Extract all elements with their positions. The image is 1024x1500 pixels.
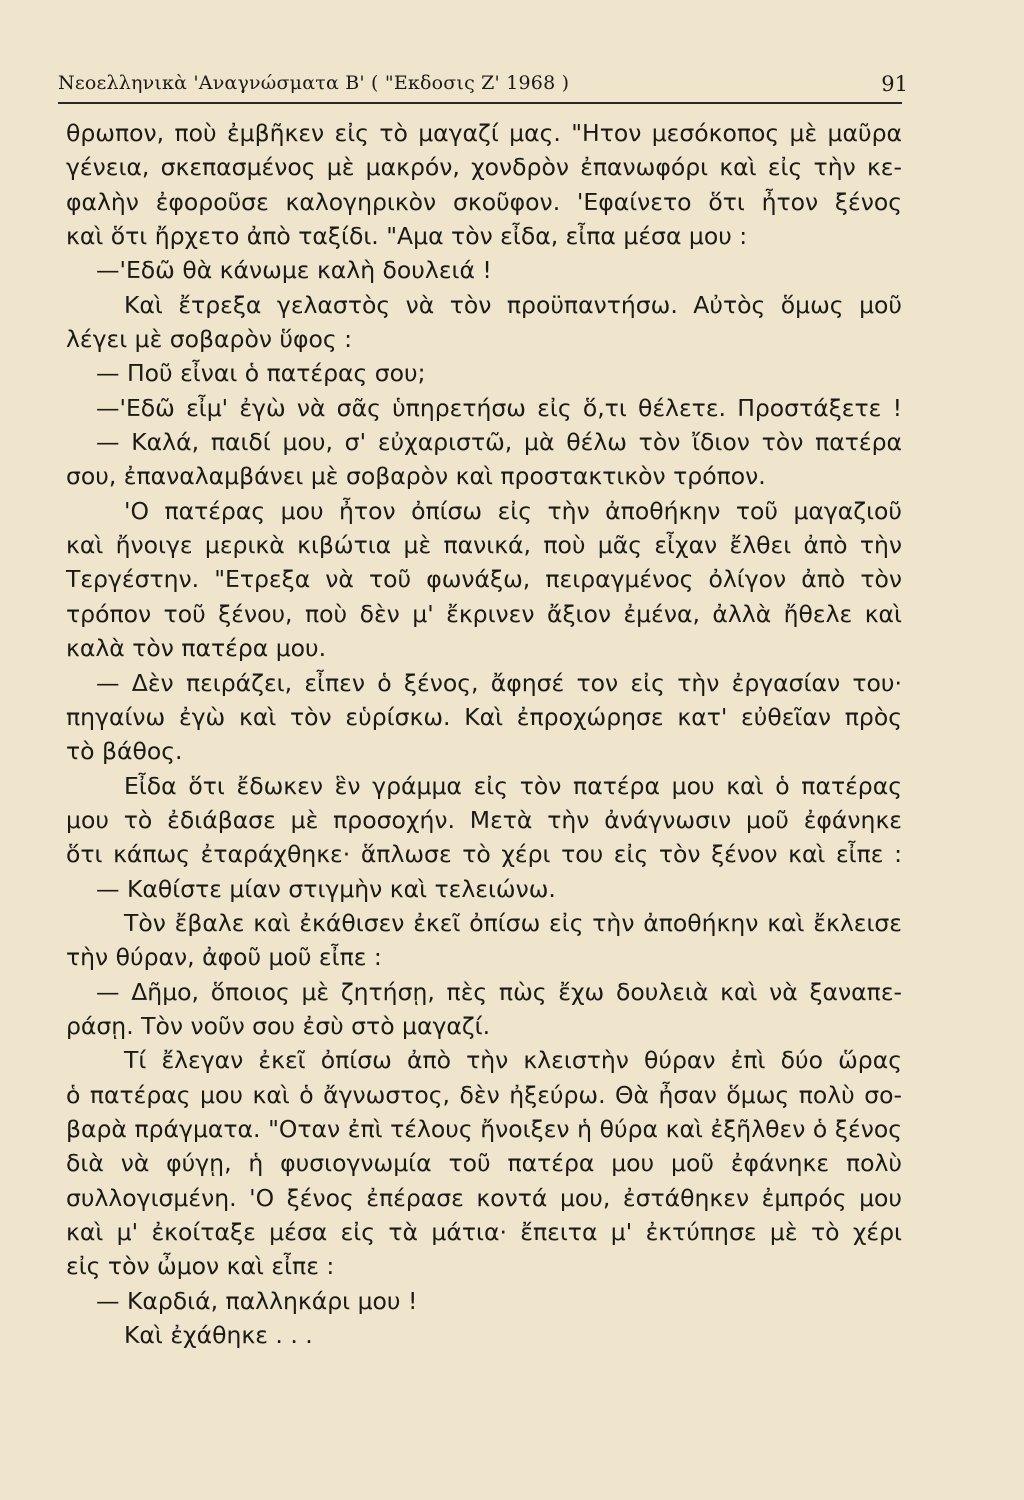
text-line: καλὰ τὸν πατέρα μου. — [66, 634, 327, 663]
text-line: τὴν θύραν, ἀφοῦ μοῦ εἶπε : — [66, 943, 382, 972]
text-line: ράσῃ. Τὸν νοῦν σου ἐσὺ στὸ μαγαζί. — [66, 1011, 491, 1040]
text-line: καὶ ἤνοιγε μερικὰ κιβώτια μὲ πανικά, ποὺ μᾶς εἶχαν ἔλθει ἀπὸ τὴν — [66, 531, 902, 560]
text-line: μου τὸ ἐδιάβασε μὲ προσοχήν. Μετὰ τὴν ἀνάγνωσιν μοῦ ἐφάνηκε — [66, 805, 902, 834]
dialogue-line: — Καλά, παιδί μου, σ' εὐχαριστῶ, μὰ θέλω τὸν ἴδιον τὸν πατέρα — [96, 428, 902, 457]
text-line: συλλογισμένη. 'Ο ξένος ἐπέρασε κοντά μου, ἐστάθηκεν ἐμπρός μου — [66, 1183, 902, 1212]
text-line: εἰς τὸν ὦμον καὶ εἶπε : — [66, 1252, 335, 1281]
text-line: γένεια, σκεπασμένος μὲ μακρόν, χονδρὸν ἐπανωφόρι καὶ εἰς τὴν κε- — [66, 153, 902, 182]
text-line: τρόπον τοῦ ξένου, ποὺ δὲν μ' ἔκρινεν ἄξιον ἐμένα, ἀλλὰ ἤθελε καὶ — [66, 599, 902, 628]
dialogue-line: — Ποῦ εἶναι ὁ πατέρας σου; — [96, 359, 426, 388]
text-line: λέγει μὲ σοβαρὸν ὕφος : — [66, 325, 353, 354]
text-line: ὁ πατέρας μου καὶ ὁ ἄγνωστος, δὲν ἠξεύρω. Θὰ ἦσαν ὅμως πολὺ σο- — [66, 1080, 902, 1109]
paragraph-start-line: 'Ο πατέρας μου ἦτον ὀπίσω εἰς τὴν ἀποθήκην τοῦ μαγαζιοῦ — [124, 496, 902, 525]
text-line: διὰ νὰ φύγῃ, ἡ φυσιογνωμία τοῦ πατέρα μου μοῦ ἐφάνηκε πολὺ — [66, 1149, 902, 1178]
text-line: καὶ μ' ἐκοίταξε μέσα εἰς τὰ μάτια· ἔπειτα μ' ἐκτύπησε μὲ τὸ χέρι — [66, 1218, 902, 1246]
page-number: 91 — [881, 72, 908, 96]
body-text — [66, 116, 902, 1352]
paragraph-start-line: Τὸν ἔβαλε καὶ ἐκάθισεν ἐκεῖ ὀπίσω εἰς τὴν ἀποθήκην καὶ ἔκλεισε — [124, 908, 902, 937]
text-line: θρωπον, ποὺ ἐμβῆκεν εἰς τὸ μαγαζί μας. "Ητον μεσόκοπος μὲ μαῦρα — [66, 119, 902, 147]
text-line: τὸ βάθος. — [66, 737, 183, 766]
text-line: βαρὰ πράγματα. "Οταν ἐπὶ τέλους ἤνοιξεν ἡ θύρα καὶ ἐξῆλθεν ὁ ξένος — [66, 1114, 902, 1143]
dialogue-line: —'Εδῶ θὰ κάνωμε καλὴ δουλειά ! — [96, 256, 492, 285]
dialogue-line: — Καρδιά, παλληκάρι μου ! — [96, 1286, 418, 1315]
running-head — [58, 70, 908, 100]
paragraph-start-line: Καὶ ἐχάθηκε . . . — [124, 1321, 313, 1350]
header-rule — [58, 102, 902, 104]
paragraph-start-line: Τί ἔλεγαν ἐκεῖ ὀπίσω ἀπὸ τὴν κλειστὴν θύραν ἐπὶ δύο ὥρας — [124, 1046, 902, 1075]
text-line: φαλὴν ἐφοροῦσε καλογηρικὸν σκοῦφον. 'Εφαίνετο ὅτι ἦτον ξένος — [66, 187, 902, 216]
dialogue-line: —'Εδῶ εἶμ' ἐγὼ νὰ σᾶς ὑπηρετήσω εἰς ὅ,τι θέλετε. Προστάξετε ! — [96, 393, 902, 422]
paragraph-start-line: Εἶδα ὅτι ἔδωκεν ἓν γράμμα εἰς τὸν πατέρα μου καὶ ὁ πατέρας — [124, 771, 902, 800]
dialogue-line: — Καθίστε μίαν στιγμὴν καὶ τελειώνω. — [96, 874, 556, 903]
text-line: πηγαίνω ἐγὼ καὶ τὸν εὑρίσκω. Καὶ ἐπροχώρησε κατ' εὐθεῖαν πρὸς — [66, 702, 902, 731]
dialogue-line: — Δῆμο, ὅποιος μὲ ζητήσῃ, πὲς πὼς ἔχω δουλειὰ καὶ νὰ ξαναπε- — [96, 977, 902, 1006]
running-title: Νεοελληνικὰ 'Αναγνώσματα Β' ( "Εκδοσις Ζ' 1968 ) — [58, 72, 570, 94]
text-line: Τεργέστην. "Ετρεξα νὰ τοῦ φωνάξω, πειραγμένος ὀλίγον ἀπὸ τὸν — [66, 565, 902, 594]
text-line: ὅτι κάπως ἐταράχθηκε· ἅπλωσε τὸ χέρι του εἰς τὸν ξένον καὶ εἶπε : — [66, 840, 902, 869]
paragraph-start-line: Καὶ ἔτρεξα γελαστὸς νὰ τὸν προϋπαντήσω. Αὐτὸς ὅμως μοῦ — [124, 290, 902, 319]
text-line: σου, ἐπαναλαμβάνει μὲ σοβαρὸν καὶ προστακτικὸν τρόπον. — [66, 462, 766, 491]
dialogue-line: — Δὲν πειράζει, εἶπεν ὁ ξένος, ἄφησέ τον εἰς τὴν ἐργασίαν του· — [96, 668, 902, 697]
text-line: καὶ ὅτι ἤρχετο ἀπὸ ταξίδι. "Αμα τὸν εἶδα, εἶπα μέσα μου : — [66, 222, 748, 251]
